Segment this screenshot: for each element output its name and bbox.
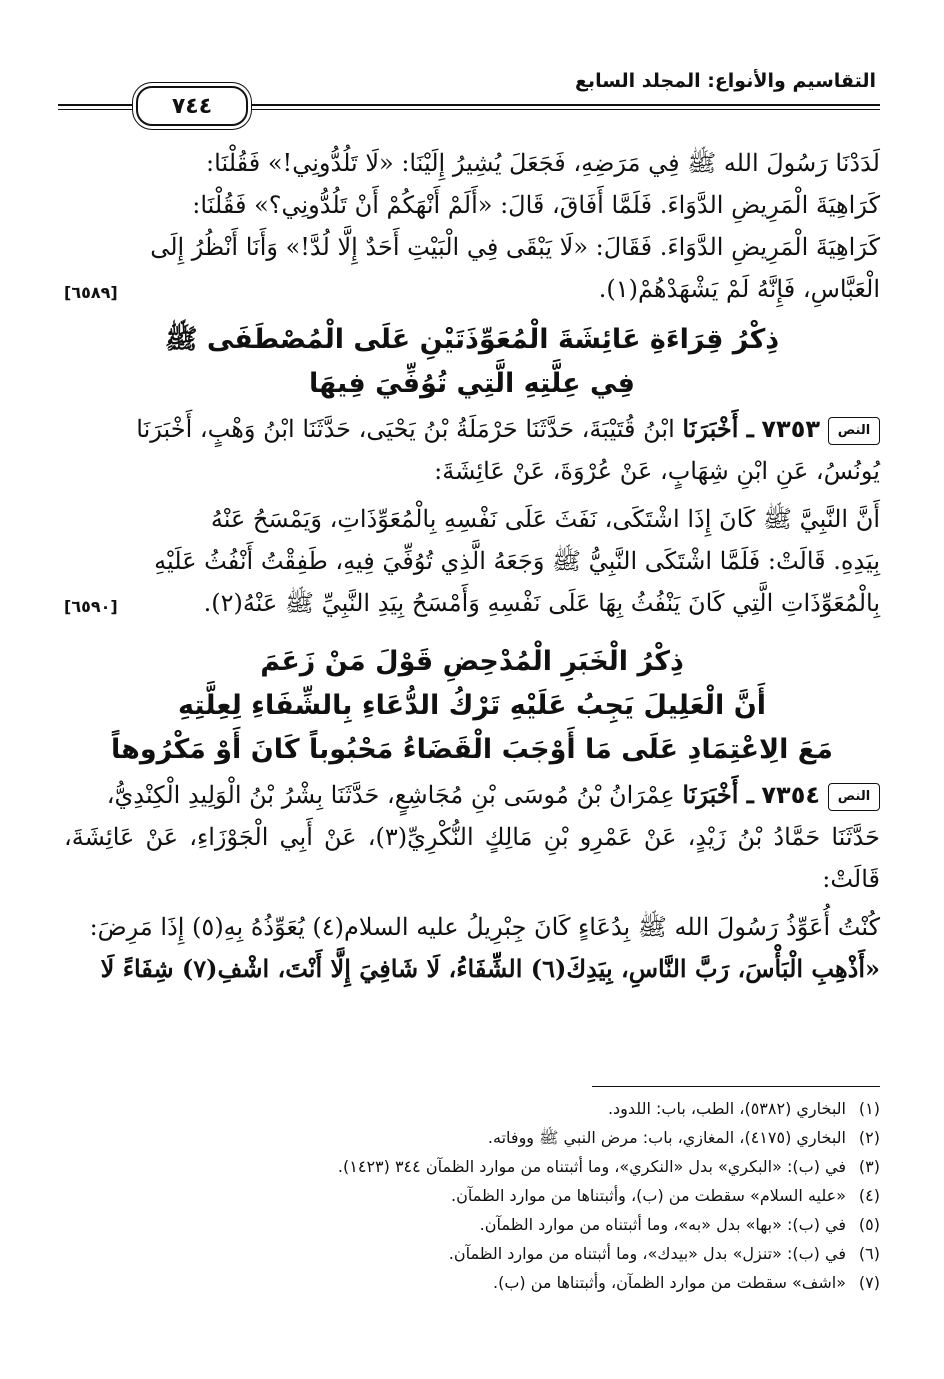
page-header	[58, 64, 880, 120]
isnad-text: عِمْرَانُ بْنُ مُوسَى بْنِ مُجَاشِعٍ، حَدَّثَنَا بِشْرُ بْنُ الْوَلِيدِ الْكِنْدِيُّ،	[106, 781, 675, 809]
chapter-heading	[64, 640, 880, 772]
heading-line: ذِكْرُ الْخَبَرِ الْمُدْحِضِ قَوْلَ مَنْ زَعَمَ	[260, 646, 684, 677]
text-line: كَرَاهِيَةَ الْمَرِيضِ الدَّوَاءَ. فَقَالَ: «لَا يَبْقَى فِي الْبَيْتِ أَحَدٌ إِلَّا لُدَّ!» وَأَنَا أَنْظُرُ إِلَى	[150, 233, 880, 261]
hadith-reference: [٦٥٩٠]	[64, 597, 118, 616]
footnote-separator	[592, 1086, 880, 1087]
footnote-number: (٣)	[858, 1157, 880, 1176]
matn-line: بِالْمُعَوِّذَاتِ الَّتِي كَانَ يَنْفُثُ بِهَا عَلَى نَفْسِهِ وَأَمْسَحُ بِيَدِ النَّبِيِّ ﷺ عَنْهُ(٢).	[203, 589, 880, 617]
footnote	[64, 1181, 880, 1210]
matn-line: كُنْتُ أُعَوِّذُ رَسُولَ الله ﷺ بِدُعَاءٍ كَانَ جِبْرِيلُ عليه السلام(٤) يُعَوِّذُهُ بِهِ(٥) إِذَا مَرِضَ:	[89, 913, 880, 941]
heading-line: مَعَ الِاعْتِمَادِ عَلَى مَا أَوْجَبَ الْقَضَاءُ مَحْبُوباً كَانَ أَوْ مَكْرُوهاً	[111, 734, 833, 765]
footnote-number: (٦)	[858, 1244, 880, 1263]
isnad-text: حَدَّثَنَا حَمَّادُ بْنُ زَيْدٍ، عَنْ عَمْرِو بْنِ مَالِكٍ النُّكْرِيِّ(٣)، عَنْ أَبِي الْجَوْزَاءِ، عَنْ عَائِشَةَ، قَالَتْ:	[64, 823, 880, 893]
footnote-text: في (ب): «بها» بدل «به»، وما أثبتناه من موارد الظمآن.	[479, 1215, 846, 1234]
hadith-reference: [٦٥٨٩]	[64, 283, 118, 302]
footnote	[64, 1239, 880, 1268]
footnote-text: في (ب): «البكري» بدل «النكري»، وما أثبتناه من موارد الظمآن ٣٤٤ (١٤٢٣).	[337, 1157, 846, 1176]
text-line: لَدَدْنَا رَسُولَ الله ﷺ فِي مَرَضِهِ، فَجَعَلَ يُشِيرُ إِلَيْنَا: «لَا تَلُدُّونِي!» فَقُلْنَا:	[206, 149, 880, 177]
footnote	[64, 1210, 880, 1239]
text-badge-icon: النص	[828, 783, 880, 811]
footnote	[64, 1094, 880, 1123]
akhbarana: ـ أَخْبَرَنَا	[682, 780, 754, 809]
text-line: كَرَاهِيَةَ الْمَرِيضِ الدَّوَاءَ. فَلَمَّا أَفَاقَ، قَالَ: «أَلَمْ أَنْهَكُمْ أَنْ تَلُدُّونِي؟» فَقُلْنَا:	[192, 191, 880, 219]
footnote	[64, 1268, 880, 1297]
footnotes-list	[64, 1094, 880, 1297]
akhbarana: ـ أَخْبَرَنَا	[682, 414, 754, 443]
footnote-number: (٤)	[858, 1186, 880, 1205]
running-head: التقاسيم والأنواع: المجلد السابع	[567, 70, 876, 92]
footnote	[64, 1123, 880, 1152]
isnad-text: ابْنُ قُتَيْبَةَ، حَدَّثَنَا حَرْمَلَةُ بْنُ يَحْيَى، حَدَّثَنَا ابْنُ وَهْبٍ، أَخْبَرَنَا	[136, 415, 675, 443]
heading-line: فِي عِلَّتِهِ الَّتِي تُوُفِّيَ فِيهَا	[309, 368, 635, 399]
footnote-text: في (ب): «تنزل» بدل «بيدك»، وما أثبتناه من موارد الظمآن.	[448, 1244, 846, 1263]
footnote-number: (٢)	[858, 1128, 880, 1147]
text-badge-icon: النص	[828, 417, 880, 445]
footnote-text: «عليه السلام» سقطت من (ب)، وأثبتناها من موارد الظمآن.	[451, 1186, 846, 1205]
footnote-text: البخاري (٤١٧٥)، المغازي، باب: مرض النبي ﷺ ووفاته.	[487, 1128, 846, 1147]
hadith-7354-matn	[64, 906, 880, 990]
footnote	[64, 1152, 880, 1181]
matn-line-dua: «أَذْهِبِ الْبَأْسَ، رَبَّ النَّاسِ، بِيَدِكَ(٦) الشِّفَاءُ، لَا شَافِيَ إِلَّا أَنْتَ، اشْفِ(٧) شِفَاءً لَا	[100, 954, 880, 983]
hadith-7353-matn	[64, 498, 880, 624]
matn-line: أَنَّ النَّبِيَّ ﷺ كَانَ إِذَا اشْتَكَى، نَفَثَ عَلَى نَفْسِهِ بِالْمُعَوِّذَاتِ، وَيَمْسَحُ عَنْهُ	[210, 505, 880, 533]
hadith-7352-continuation	[64, 142, 880, 310]
footnote-number: (٧)	[858, 1273, 880, 1292]
matn-line: بِيَدِهِ. قَالَتْ: فَلَمَّا اشْتَكَى النَّبِيُّ ﷺ وَجَعَهُ الَّذِي تُوُفِّيَ فِيهِ، طَفِقْتُ أَنْفُثُ عَلَيْهِ	[154, 547, 880, 575]
footnote-text: البخاري (٥٣٨٢)، الطب، باب: اللدود.	[607, 1099, 846, 1118]
text-line: الْعَبَّاسِ، فَإِنَّهُ لَمْ يَشْهَدْهُمْ(١).	[598, 275, 880, 303]
page-body	[64, 142, 880, 990]
footnote-number: (١)	[858, 1099, 880, 1118]
hadith-7354-isnad	[64, 774, 880, 900]
hadith-number: ٧٣٥٣	[761, 415, 820, 443]
hadith-number: ٧٣٥٤	[761, 781, 820, 809]
heading-line: ذِكْرُ قِرَاءَةِ عَائِشَةَ الْمُعَوِّذَتَيْنِ عَلَى الْمُصْطَفَى ﷺ	[164, 324, 780, 355]
isnad-text: يُونُسُ، عَنِ ابْنِ شِهَابٍ، عَنْ عُرْوَةَ، عَنْ عَائِشَةَ:	[434, 457, 880, 485]
heading-line: أَنَّ الْعَلِيلَ يَجِبُ عَلَيْهِ تَرْكُ الدُّعَاءِ بِالشِّفَاءِ لِعِلَّتِهِ	[177, 690, 767, 721]
hadith-7353-isnad	[64, 408, 880, 492]
chapter-heading	[64, 318, 880, 406]
footnote-number: (٥)	[858, 1215, 880, 1234]
footnote-text: «اشف» سقطت من موارد الظمآن، وأثبتناها من (ب).	[493, 1273, 846, 1292]
page-number: ٧٤٤	[136, 86, 248, 126]
